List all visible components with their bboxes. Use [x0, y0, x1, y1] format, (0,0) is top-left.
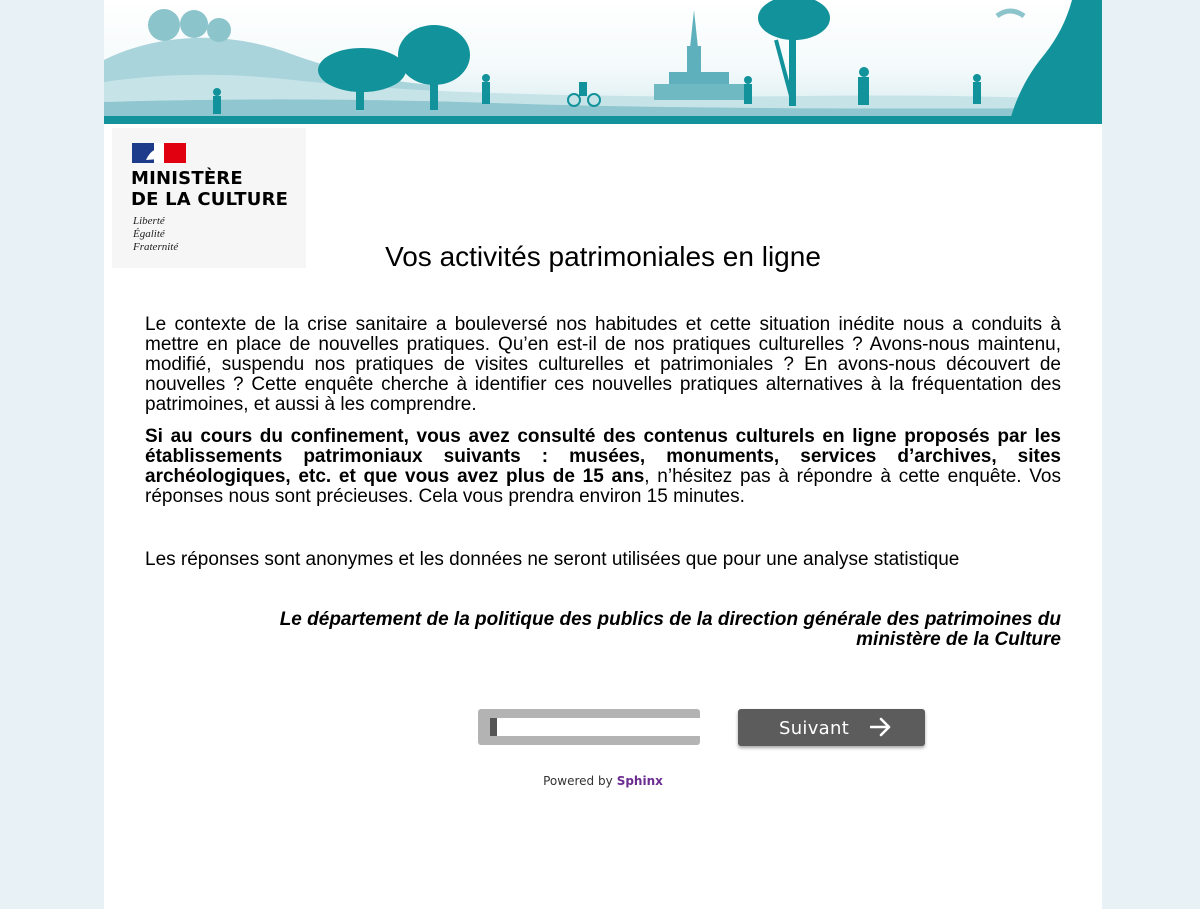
marianne-flag-icon	[132, 143, 186, 163]
signature-line2: ministère de la Culture	[856, 629, 1061, 650]
powered-by-label: Powered by	[543, 774, 613, 788]
ministry-name	[131, 168, 288, 210]
page-title: Vos activités patrimoniales en ligne	[385, 241, 821, 272]
progress-fill	[490, 718, 497, 736]
signature	[145, 610, 1061, 650]
sphinx-link[interactable]: Sphinx	[616, 774, 663, 788]
arrow-right-icon	[870, 717, 892, 737]
motto-liberte: Liberté	[133, 215, 165, 227]
landscape-illustration	[104, 0, 1102, 124]
anonymity-notice: Les réponses sont anonymes et les données ne seront utilisées que pour une analyse statistique	[145, 549, 960, 570]
next-button[interactable]	[738, 709, 925, 746]
eligibility-criteria: Si au cours du confinement, vous avez consulté des contenus culturels en ligne proposés par les établissements patrimoniaux suivants : musées, monuments, services d’archives, sites archéologiques, etc. et que vous avez plus de 15 ans	[145, 426, 1061, 487]
next-button-label: Suivant	[779, 718, 850, 739]
progress-track	[490, 718, 716, 736]
powered-by	[104, 774, 1102, 788]
motto-egalite: Égalité	[133, 228, 165, 240]
eligibility-call-to-action: , n’hésitez pas à répondre à cette enquête. Vos réponses nous sont précieuses. Cela vous prendra environ 15 minutes.	[145, 466, 1061, 507]
eligibility-paragraph	[145, 427, 1061, 507]
intro-paragraph: Le contexte de la crise sanitaire a bouleversé nos habitudes et cette situation inédite nous a conduits à mettre en place de nouvelles pratiques. Qu’en est-il de nos pratiques culturelles ? Avons-nous maintenu, modifié, suspendu nos pratiques de visites culturelles et patrimoniales ? En avons-nous découvert de nouvelles ? Cette enquête cherche à identifier ces nouvelles pratiques alternatives à la fréquentation des patrimoines, et aussi à les comprendre.	[145, 314, 1061, 415]
survey-page	[104, 0, 1102, 909]
ministry-name-line2: DE LA CULTURE	[131, 189, 289, 210]
header-banner	[104, 0, 1102, 124]
signature-line1: Le département de la politique des publics de la direction générale des patrimoines du	[279, 609, 1061, 630]
motto-fraternite: Fraternité	[133, 241, 179, 253]
survey-intro	[145, 314, 1061, 650]
ministry-name-line1: MINISTÈRE	[131, 168, 243, 189]
progress-bar	[478, 709, 700, 745]
